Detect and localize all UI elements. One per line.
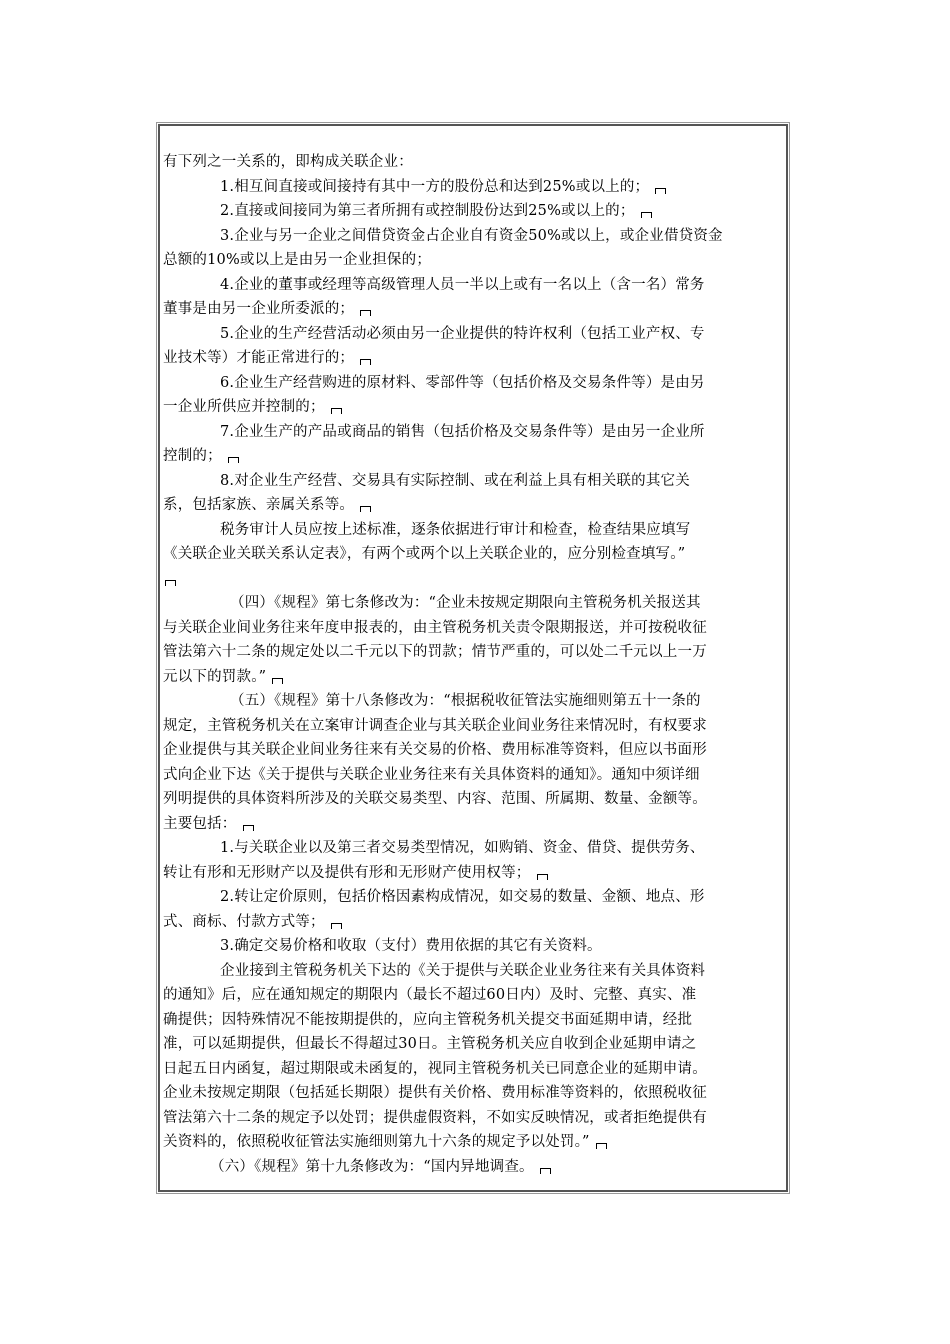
paragraph-mark-icon xyxy=(360,359,371,365)
paragraph-start: 税务审计人员应按上述标准，逐条依据进行审计和检查，检查结果应填写 xyxy=(220,521,691,538)
text-line: 《关联企业关联关系认定表》，有两个或两个以上关联企业的，应分别检查填写。” xyxy=(163,546,686,562)
text-line: 确提供；因特殊情况不能按期提供的，应向主管税务机关提交书面延期申请，经批 xyxy=(163,1011,693,1028)
paragraph-mark-icon xyxy=(360,506,371,512)
section-heading-5: （五）《规程》第十八条修改为：“根据税收征管法实施细则第五十一条的 xyxy=(230,693,701,709)
list-item: 2.直接或间接同为第三者所拥有或控制股份达到25%或以上的； xyxy=(163,199,785,224)
paragraph-mark-icon xyxy=(243,825,254,831)
document-body xyxy=(163,150,785,1179)
paragraph-mark-icon xyxy=(165,580,176,586)
text-line: 控制的； xyxy=(163,444,785,469)
list-item: 3.企业与另一企业之间借贷资金占企业自有资金50%或以上，或企业借贷资金 xyxy=(220,227,723,244)
section-heading-6: （六）《规程》第十九条修改为：“国内异地调查。 xyxy=(163,1155,785,1180)
text-line: 关资料的，依照税收征管法实施细则第九十六条的规定予以处罚。” xyxy=(163,1130,785,1155)
text-line: 总额的10%或以上是由另一企业担保的； xyxy=(163,252,432,268)
text-line: 企业提供与其关联企业间业务往来有关交易的价格、费用标准等资料，但应以书面形 xyxy=(163,742,707,758)
paragraph-mark-icon xyxy=(228,457,239,463)
list-item: 8.对企业生产经营、交易具有实际控制、或在利益上具有相关联的其它关 xyxy=(220,472,690,489)
text-line: 企业未按规定期限（包括延长期限）提供有关价格、费用标准等资料的，依照税收征 xyxy=(163,1085,707,1101)
list-item: 2.转让定价原则，包括价格因素构成情况，如交易的数量、金额、地点、形 xyxy=(220,889,705,905)
text-line: 式向企业下达《关于提供与关联企业业务往来有关具体资料的通知》。通知中须详细 xyxy=(163,766,700,783)
paragraph-mark-icon xyxy=(537,874,548,880)
text-line: 业技术等）才能正常进行的； xyxy=(163,346,785,371)
text-line: 董事是由另一企业所委派的； xyxy=(163,297,785,322)
section-heading-4: （四）《规程》第七条修改为：“企业未按规定期限向主管税务机关报送其 xyxy=(230,595,701,611)
list-item: 3.确定交易价格和收取（支付）费用依据的其它有关资料。 xyxy=(220,938,602,954)
list-item: 1.相互间直接或间接持有其中一方的股份总和达到25%或以上的； xyxy=(163,175,785,200)
text-line: 转让有形和无形财产以及提供有形和无形财产使用权等； xyxy=(163,861,785,886)
text-line: 式、商标、付款方式等； xyxy=(163,910,785,935)
text-line: 一企业所供应并控制的； xyxy=(163,395,785,420)
paragraph-mark-icon xyxy=(331,923,342,929)
text-line: 主要包括： xyxy=(163,812,785,837)
list-item: 4.企业的董事或经理等高级管理人员一半以上或有一名以上（含一名）常务 xyxy=(220,276,705,293)
text-line: 与关联企业间业务往来年度申报表的，由主管税务机关责令限期报送，并可按税收征 xyxy=(163,619,707,636)
paragraph-mark-icon xyxy=(360,310,371,316)
text-line xyxy=(163,567,785,592)
list-item: 5.企业的生产经营活动必须由另一企业提供的特许权利（包括工业产权、专 xyxy=(220,325,705,342)
text-line: 列明提供的具体资料所涉及的关联交易类型、内容、范围、所属期、数量、金额等。 xyxy=(163,791,707,807)
text-line: 有下列之一关系的，即构成关联企业： xyxy=(163,154,413,170)
list-item: 6.企业生产经营购进的原材料、零部件等（包括价格及交易条件等）是由另 xyxy=(220,374,705,391)
text-line: 管法第六十二条的规定予以处罚；提供虚假资料，不如实反映情况，或者拒绝提供有 xyxy=(163,1109,707,1126)
list-item: 1.与关联企业以及第三者交易类型情况，如购销、资金、借贷、提供劳务、 xyxy=(220,840,705,856)
paragraph-start: 企业接到主管税务机关下达的《关于提供与关联企业业务往来有关具体资料 xyxy=(220,962,706,979)
text-line: 规定，主管税务机关在立案审计调查企业与其关联企业间业务往来情况时，有权要求 xyxy=(163,717,707,734)
text-line: 的通知》后，应在通知规定的期限内（最长不超过60日内）及时、完整、真实、准 xyxy=(163,987,697,1003)
paragraph-mark-icon xyxy=(331,408,342,414)
text-line: 系，包括家族、亲属关系等。 xyxy=(163,493,785,518)
paragraph-mark-icon xyxy=(272,678,283,684)
text-line: 准，可以延期提供，但最长不得超过30日。主管税务机关应自收到企业延期申请之 xyxy=(163,1036,697,1052)
paragraph-mark-icon xyxy=(655,188,666,194)
paragraph-mark-icon xyxy=(596,1143,607,1149)
text-line: 管法第六十二条的规定处以二千元以下的罚款；情节严重的，可以处二千元以上一万 xyxy=(163,644,707,660)
text-line: 元以下的罚款。” xyxy=(163,665,785,690)
text-line: 日起五日内函复，超过期限或未函复的，视同主管税务机关已同意企业的延期申请。 xyxy=(163,1060,707,1077)
paragraph-mark-icon xyxy=(540,1168,551,1174)
list-item: 7.企业生产的产品或商品的销售（包括价格及交易条件等）是由另一企业所 xyxy=(220,423,705,440)
paragraph-mark-icon xyxy=(641,212,652,218)
